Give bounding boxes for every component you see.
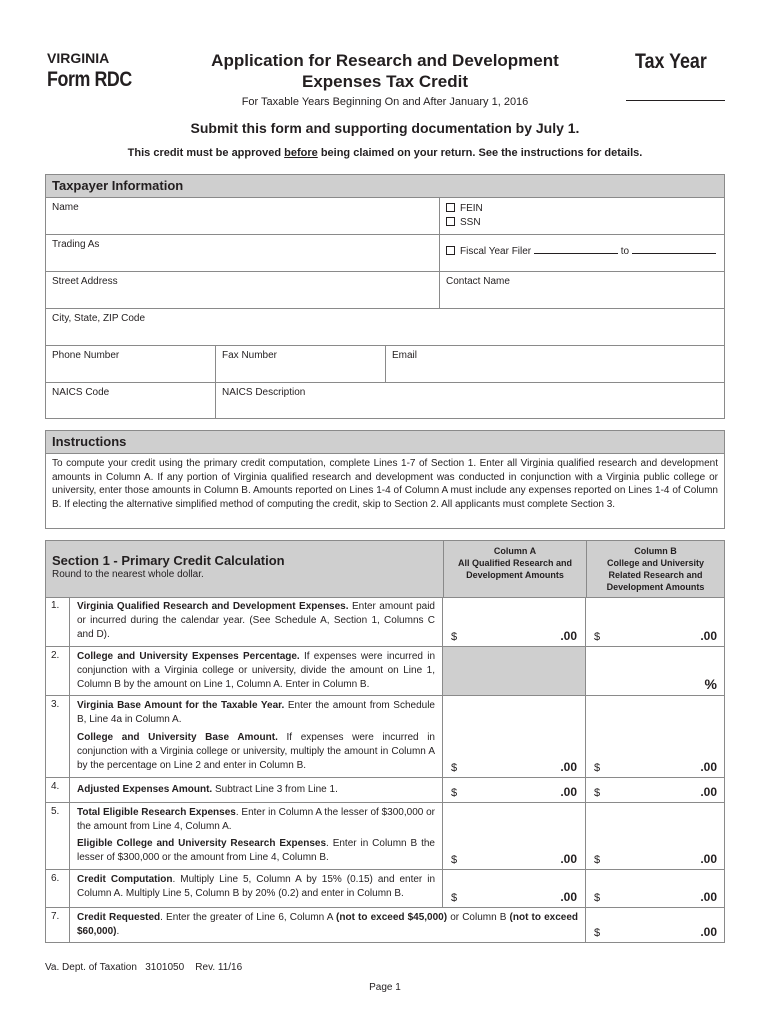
- line-7-limit-a: (not to exceed $45,000): [336, 912, 448, 923]
- line-6: [45, 870, 725, 908]
- approval-notice-emphasis: before: [284, 147, 318, 159]
- taxpayer-heading: Taxpayer Information: [45, 174, 725, 198]
- dollar-sign: $: [451, 787, 458, 799]
- line-2-text: If expenses were incurred in conjunction with a Virginia college or university, divide the amount on Line 1, Column B by the amount on Line 1, Column A. Enter in Column B.: [77, 651, 435, 690]
- dollar-sign: $: [594, 927, 601, 939]
- fax-label: Fax Number: [222, 350, 278, 361]
- form-subtitle: For Taxable Years Beginning On and After January 1, 2016: [241, 96, 529, 108]
- line-4-column-a[interactable]: [443, 778, 586, 802]
- ssn-label: SSN: [460, 217, 481, 228]
- naics-description-label: NAICS Description: [222, 387, 306, 398]
- line-5-text2: . Enter in Column B the lesser of $300,000 or the amount from Line 4, Column B.: [77, 838, 435, 863]
- line-5: [45, 803, 725, 870]
- email-label: Email: [392, 350, 418, 361]
- phone-label: Phone Number: [52, 350, 120, 361]
- line-3-column-b[interactable]: [586, 696, 725, 777]
- cents: .00: [700, 785, 717, 799]
- page-number: Page 1: [369, 982, 401, 993]
- dollar-sign: $: [451, 762, 458, 774]
- cents: .00: [700, 890, 717, 904]
- tax-year-label: Tax Year: [635, 50, 707, 73]
- line-5-number: 5.: [45, 803, 70, 869]
- column-b-line1: Column B: [634, 546, 677, 556]
- column-b-header: [587, 541, 724, 597]
- percent-sign: %: [704, 676, 717, 692]
- line-7-title: Credit Requested: [77, 912, 161, 923]
- line-7-description: [70, 908, 586, 942]
- fein-checkbox[interactable]: [446, 203, 455, 212]
- name-field[interactable]: [46, 198, 440, 235]
- fiscal-year-to-label: to: [620, 246, 630, 257]
- line-1-title: Virginia Qualified Research and Development Expenses.: [77, 601, 349, 612]
- line-4-column-b[interactable]: [586, 778, 725, 802]
- line-7-text-end: .: [116, 926, 120, 937]
- line-6-title: Credit Computation: [77, 874, 173, 885]
- line-5-column-b[interactable]: [586, 803, 725, 869]
- section1-title-cell: [46, 541, 444, 597]
- line-6-number: 6.: [45, 870, 70, 907]
- cents: .00: [560, 785, 577, 799]
- line-5-column-a[interactable]: [443, 803, 586, 869]
- cents: .00: [560, 760, 577, 774]
- line-4-description: [70, 778, 443, 802]
- line-5-description: [70, 803, 443, 869]
- dollar-sign: $: [451, 854, 458, 866]
- street-address-field[interactable]: [46, 272, 440, 309]
- dollar-sign: $: [594, 762, 601, 774]
- line-1-number: 1.: [45, 597, 70, 646]
- line-1-text: Enter amount paid or incurred during the calendar year. (See Schedule A, Section 1, Columns C and D).: [77, 601, 435, 640]
- dollar-sign: $: [594, 854, 601, 866]
- city-state-zip-field[interactable]: [46, 309, 724, 346]
- dollar-sign: $: [594, 892, 601, 904]
- column-b-line4: Development Amounts: [606, 582, 705, 592]
- line-4-title: Adjusted Expenses Amount.: [77, 784, 213, 795]
- line-7-text: . Enter the greater of Line 6, Column A: [160, 912, 337, 923]
- form-title-line1: Application for Research and Development: [211, 51, 559, 70]
- column-a-header: [444, 541, 587, 597]
- fiscal-year-to-field[interactable]: [632, 246, 716, 254]
- cents: .00: [560, 629, 577, 643]
- ssn-checkbox[interactable]: [446, 217, 455, 226]
- fiscal-year-checkbox[interactable]: [446, 246, 455, 255]
- line-1-description: [70, 597, 443, 646]
- column-a-line2: All Qualified Research and: [457, 558, 573, 568]
- fiscal-year-label: Fiscal Year Filer: [460, 246, 532, 257]
- line-2-column-b[interactable]: [586, 647, 725, 695]
- cents: .00: [700, 852, 717, 866]
- line-7: [45, 908, 725, 943]
- line-3-text: Enter the amount from Schedule B, Line 4a in Column A.: [77, 700, 435, 725]
- line-6-text: . Multiply Line 5, Column A by 15% (0.15) and enter in Column A. Multiply Line 5, Column B by 20% (0.2) and enter in Column B.: [77, 874, 436, 899]
- line-4: [45, 778, 725, 803]
- city-state-zip-label: City, State, ZIP Code: [52, 313, 146, 324]
- line-3-title: Virginia Base Amount for the Taxable Year.: [77, 700, 285, 711]
- column-b-line2: College and University: [606, 558, 705, 568]
- instructions-heading: Instructions: [45, 430, 725, 454]
- form-title: [180, 50, 590, 92]
- column-a-line1: Column A: [493, 546, 537, 556]
- line-7-limit-b: (not to exceed $60,000): [77, 912, 579, 937]
- line-1-column-a[interactable]: [443, 597, 586, 646]
- naics-code-label: NAICS Code: [52, 387, 110, 398]
- line-3-text2: If expenses were incurred in conjunction with a Virginia college or university, multiply the amount in Column A by the percentage on Line 2 and enter in Column B.: [77, 732, 435, 771]
- approval-notice-post: being claimed on your return. See the instructions for details.: [317, 147, 643, 159]
- line-2-column-a-shaded: [443, 647, 586, 695]
- line-2-description: [70, 647, 443, 695]
- line-6-description: [70, 870, 443, 907]
- submit-notice: Submit this form and supporting documentation by July 1.: [190, 120, 580, 136]
- section1-title: Section 1 - Primary Credit Calculation: [52, 553, 285, 568]
- form-name: Form RDC: [47, 68, 132, 91]
- line-2-title: College and University Expenses Percentage.: [77, 651, 300, 662]
- line-5-text: . Enter in Column A the lesser of $300,000 or the amount from Line 4, Column A.: [77, 807, 436, 832]
- cents: .00: [700, 760, 717, 774]
- email-field[interactable]: [386, 346, 724, 383]
- line-6-column-a[interactable]: [443, 870, 586, 907]
- name-label: Name: [52, 202, 79, 213]
- dollar-sign: $: [594, 787, 601, 799]
- cents: .00: [700, 925, 717, 939]
- cents: .00: [560, 890, 577, 904]
- footer-form-info: Va. Dept. of Taxation 3101050 Rev. 11/16: [45, 962, 243, 973]
- line-5-title: Total Eligible Research Expenses: [77, 807, 236, 818]
- trading-as-label: Trading As: [52, 239, 100, 250]
- dollar-sign: $: [451, 631, 458, 643]
- column-b-line3: Related Research and: [608, 570, 703, 580]
- line-1-column-b[interactable]: [586, 597, 725, 646]
- line-3: [45, 696, 725, 778]
- line-6-column-b[interactable]: [586, 870, 725, 907]
- column-a-line3: Development Amounts: [466, 570, 564, 580]
- line-4-text: Subtract Line 3 from Line 1.: [212, 784, 338, 795]
- section1-header: [45, 540, 725, 598]
- line-3-number: 3.: [45, 696, 70, 777]
- fiscal-year-from-field[interactable]: [534, 246, 618, 254]
- taxpayer-section: [45, 197, 725, 419]
- line-2-number: 2.: [45, 647, 70, 695]
- street-address-label: Street Address: [52, 276, 118, 287]
- id-type-field: [440, 198, 724, 235]
- section1-subtitle: Round to the nearest whole dollar.: [52, 569, 204, 580]
- tax-year-field[interactable]: [626, 100, 725, 101]
- line-1: [45, 597, 725, 647]
- dollar-sign: $: [451, 892, 458, 904]
- line-7-text-mid: or Column B: [447, 912, 510, 923]
- approval-notice: [45, 147, 725, 159]
- line-3-column-a[interactable]: [443, 696, 586, 777]
- line-7-column-b[interactable]: [586, 908, 725, 942]
- approval-notice-pre: This credit must be approved: [127, 147, 285, 159]
- line-7-number: 7.: [45, 908, 70, 942]
- state-label: VIRGINIA: [47, 50, 110, 66]
- trading-as-field[interactable]: [46, 235, 440, 272]
- line-2: [45, 647, 725, 696]
- line-3-title2: College and University Base Amount.: [77, 732, 278, 743]
- naics-description-field[interactable]: [216, 383, 724, 418]
- contact-name-label: Contact Name: [446, 276, 510, 287]
- line-3-description: [70, 696, 443, 777]
- naics-code-field[interactable]: [46, 383, 216, 418]
- dollar-sign: $: [594, 631, 601, 643]
- contact-name-field[interactable]: [440, 272, 724, 309]
- line-4-number: 4.: [45, 778, 70, 802]
- fein-label: FEIN: [460, 203, 483, 214]
- fax-field[interactable]: [216, 346, 386, 383]
- instructions-text: To compute your credit using the primary credit computation, complete Lines 1-7 of Section 1. Enter all Virginia qualified research and development amounts in Column A. If any portion of Virginia qualified research and development was conducted in conjunction with a Virginia public college or university, enter those amounts in Column B. Amounts reported on Lines 1-4 of Column A must include any expenses reported on Lines 1-4 of Column B. If electing the alternative simplified method of computing the credit, skip to Section 2. All applicants must complete Section 3.: [45, 453, 725, 529]
- form-title-line2: Expenses Tax Credit: [302, 72, 468, 91]
- line-5-title2: Eligible College and University Research Expenses: [77, 838, 327, 849]
- fiscal-year-field: [440, 235, 724, 272]
- cents: .00: [560, 852, 577, 866]
- phone-field[interactable]: [46, 346, 216, 383]
- cents: .00: [700, 629, 717, 643]
